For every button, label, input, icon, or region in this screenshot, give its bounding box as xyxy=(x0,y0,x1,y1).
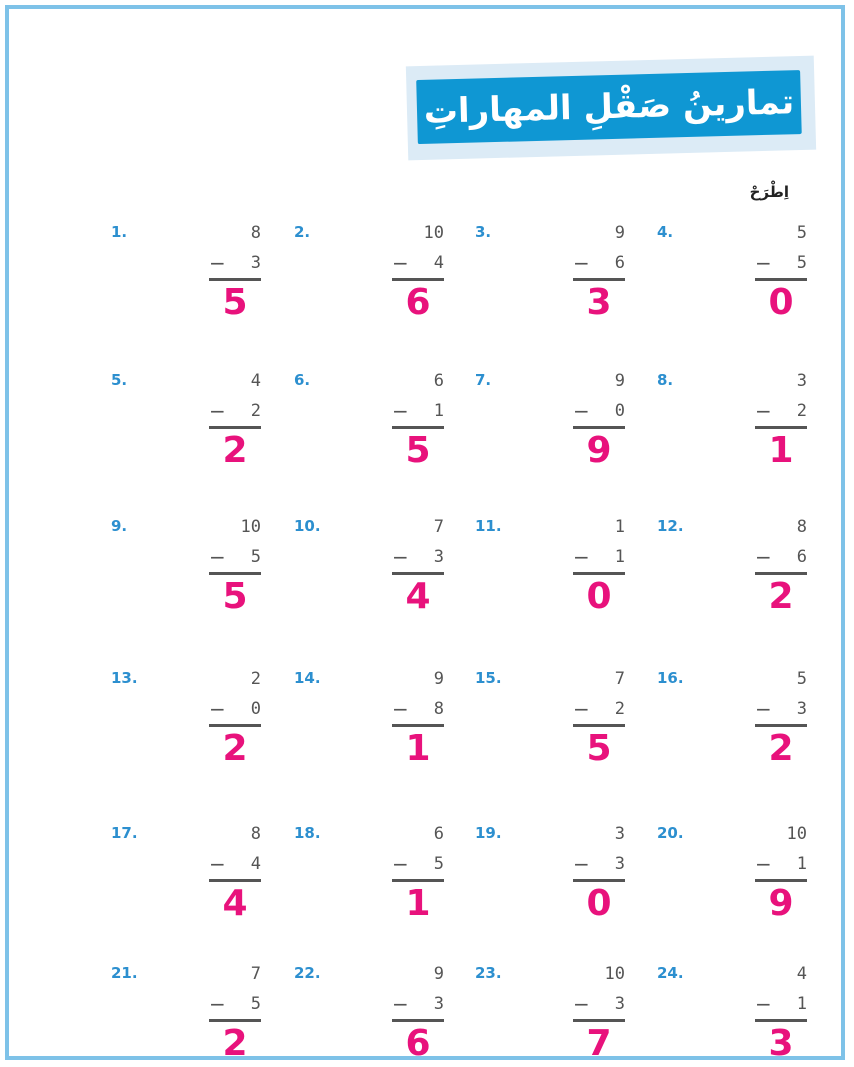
minuend: 9 xyxy=(614,371,625,391)
subtraction-problem xyxy=(475,824,625,944)
minus-sign: − xyxy=(392,251,409,275)
problem-number: 2. xyxy=(294,223,311,241)
minus-sign: − xyxy=(392,545,409,569)
answer: 5 xyxy=(586,728,612,769)
subtrahend: 6 xyxy=(796,547,807,567)
minuend: 8 xyxy=(250,223,261,243)
instruction-label: اِطْرَحْ xyxy=(749,183,789,201)
minuend: 4 xyxy=(250,371,261,391)
subtraction-problem xyxy=(111,964,261,1060)
subtrahend: 1 xyxy=(614,547,625,567)
subtrahend: 3 xyxy=(796,699,807,719)
minuend: 9 xyxy=(433,964,444,984)
subtrahend-row xyxy=(573,853,625,875)
subtrahend: 5 xyxy=(433,854,444,874)
subtrahend-row xyxy=(573,400,625,422)
subtrahend: 5 xyxy=(796,253,807,273)
subtrahend: 5 xyxy=(250,994,261,1014)
answer: 6 xyxy=(405,282,431,323)
minus-sign: − xyxy=(755,697,772,721)
subtraction-problem xyxy=(294,371,444,491)
minus-sign: − xyxy=(573,852,590,876)
subtrahend: 0 xyxy=(250,699,261,719)
minuend: 4 xyxy=(796,964,807,984)
side-credit xyxy=(39,829,49,1029)
problem-number: 20. xyxy=(657,824,684,842)
answer: 3 xyxy=(586,282,612,323)
problem-number: 10. xyxy=(294,517,321,535)
subtrahend: 3 xyxy=(614,994,625,1014)
subtrahend: 4 xyxy=(250,854,261,874)
problem-number: 24. xyxy=(657,964,684,982)
subtrahend-row xyxy=(392,252,444,274)
answer: 2 xyxy=(222,430,248,471)
problem-number: 8. xyxy=(657,371,674,389)
problem-number: 7. xyxy=(475,371,492,389)
answer: 2 xyxy=(768,576,794,617)
subtrahend: 3 xyxy=(433,547,444,567)
subtraction-problem xyxy=(111,517,261,637)
answer: 1 xyxy=(405,728,431,769)
subtraction-problem xyxy=(294,669,444,789)
subtrahend: 5 xyxy=(250,547,261,567)
subtraction-problem xyxy=(475,964,625,1060)
problem-number: 22. xyxy=(294,964,321,982)
subtraction-problem xyxy=(657,371,807,491)
problem-number: 9. xyxy=(111,517,128,535)
minus-sign: − xyxy=(209,852,226,876)
minus-sign: − xyxy=(209,545,226,569)
subtrahend: 3 xyxy=(250,253,261,273)
minus-sign: − xyxy=(392,399,409,423)
minuend: 3 xyxy=(796,371,807,391)
subtrahend: 1 xyxy=(796,994,807,1014)
problem-number: 19. xyxy=(475,824,502,842)
subtrahend-row xyxy=(755,993,807,1015)
worksheet-page xyxy=(5,5,845,1060)
subtraction-problem xyxy=(294,964,444,1060)
subtrahend: 2 xyxy=(796,401,807,421)
minuend: 8 xyxy=(796,517,807,537)
answer: 2 xyxy=(222,1023,248,1060)
minus-sign: − xyxy=(209,399,226,423)
subtrahend-row xyxy=(755,853,807,875)
problem-number: 12. xyxy=(657,517,684,535)
subtraction-problem xyxy=(111,824,261,944)
answer: 5 xyxy=(405,430,431,471)
subtrahend: 2 xyxy=(614,699,625,719)
problem-number: 16. xyxy=(657,669,684,687)
answer: 5 xyxy=(222,282,248,323)
problem-number: 6. xyxy=(294,371,311,389)
subtraction-problem xyxy=(475,517,625,637)
answer: 7 xyxy=(586,1023,612,1060)
subtrahend: 2 xyxy=(250,401,261,421)
subtraction-problem xyxy=(475,669,625,789)
subtrahend-row xyxy=(392,400,444,422)
subtrahend-row xyxy=(209,252,261,274)
problem-number: 5. xyxy=(111,371,128,389)
minus-sign: − xyxy=(573,545,590,569)
minus-sign: − xyxy=(755,545,772,569)
minuend: 9 xyxy=(614,223,625,243)
subtraction-problem xyxy=(111,223,261,343)
subtraction-problem xyxy=(475,371,625,491)
problem-number: 15. xyxy=(475,669,502,687)
answer: 5 xyxy=(222,576,248,617)
minuend: 2 xyxy=(250,669,261,689)
subtraction-problem xyxy=(111,669,261,789)
minus-sign: − xyxy=(573,697,590,721)
subtraction-problem xyxy=(294,223,444,343)
subtraction-problem xyxy=(657,824,807,944)
problem-number: 13. xyxy=(111,669,138,687)
problem-number: 23. xyxy=(475,964,502,982)
subtraction-problem xyxy=(294,517,444,637)
minuend: 1 xyxy=(614,517,625,537)
subtrahend: 6 xyxy=(614,253,625,273)
answer: 9 xyxy=(586,430,612,471)
minuend: 10 xyxy=(786,824,807,844)
subtraction-problem xyxy=(657,223,807,343)
minus-sign: − xyxy=(755,852,772,876)
subtrahend-row xyxy=(755,698,807,720)
answer: 2 xyxy=(222,728,248,769)
subtrahend-row xyxy=(392,546,444,568)
minuend: 6 xyxy=(433,824,444,844)
answer: 1 xyxy=(768,430,794,471)
minuend: 3 xyxy=(614,824,625,844)
minuend: 8 xyxy=(250,824,261,844)
answer: 3 xyxy=(768,1023,794,1060)
minus-sign: − xyxy=(573,399,590,423)
answer: 4 xyxy=(405,576,431,617)
problem-number: 18. xyxy=(294,824,321,842)
subtrahend: 0 xyxy=(614,401,625,421)
subtraction-problem xyxy=(657,669,807,789)
subtrahend: 1 xyxy=(796,854,807,874)
subtraction-problem xyxy=(294,824,444,944)
minus-sign: − xyxy=(392,852,409,876)
answer: 2 xyxy=(768,728,794,769)
problem-number: 11. xyxy=(475,517,502,535)
subtrahend-row xyxy=(573,546,625,568)
subtrahend-row xyxy=(209,698,261,720)
subtrahend-row xyxy=(392,698,444,720)
minus-sign: − xyxy=(209,251,226,275)
subtraction-problem xyxy=(111,371,261,491)
minus-sign: − xyxy=(392,697,409,721)
subtrahend: 4 xyxy=(433,253,444,273)
subtrahend-row xyxy=(392,993,444,1015)
subtrahend-row xyxy=(755,546,807,568)
subtrahend-row xyxy=(755,400,807,422)
subtrahend-row xyxy=(573,698,625,720)
subtraction-problem xyxy=(475,223,625,343)
page-title: تمارينُ صَقْلِ المهاراتِ xyxy=(423,82,795,132)
answer: 0 xyxy=(768,282,794,323)
subtrahend: 8 xyxy=(433,699,444,719)
minuend: 5 xyxy=(796,223,807,243)
minuend: 10 xyxy=(423,223,444,243)
minus-sign: − xyxy=(209,697,226,721)
subtrahend-row xyxy=(209,546,261,568)
minuend: 9 xyxy=(433,669,444,689)
minuend: 7 xyxy=(433,517,444,537)
answer: 1 xyxy=(405,883,431,924)
subtraction-problem xyxy=(657,964,807,1060)
problem-number: 21. xyxy=(111,964,138,982)
answer: 0 xyxy=(586,576,612,617)
minuend: 5 xyxy=(796,669,807,689)
title-banner xyxy=(406,56,816,161)
minuend: 10 xyxy=(604,964,625,984)
subtrahend: 1 xyxy=(433,401,444,421)
subtraction-problem xyxy=(657,517,807,637)
subtrahend-row xyxy=(573,252,625,274)
minuend: 6 xyxy=(433,371,444,391)
problem-number: 17. xyxy=(111,824,138,842)
title-box xyxy=(416,70,802,144)
subtrahend: 3 xyxy=(614,854,625,874)
minuend: 10 xyxy=(240,517,261,537)
answer: 0 xyxy=(586,883,612,924)
answer: 4 xyxy=(222,883,248,924)
minus-sign: − xyxy=(755,399,772,423)
minus-sign: − xyxy=(755,992,772,1016)
problem-number: 14. xyxy=(294,669,321,687)
minus-sign: − xyxy=(573,992,590,1016)
answer: 9 xyxy=(768,883,794,924)
minus-sign: − xyxy=(573,251,590,275)
problem-number: 4. xyxy=(657,223,674,241)
problem-number: 3. xyxy=(475,223,492,241)
subtrahend-row xyxy=(392,853,444,875)
subtrahend: 3 xyxy=(433,994,444,1014)
minus-sign: − xyxy=(392,992,409,1016)
subtrahend-row xyxy=(573,993,625,1015)
subtrahend-row xyxy=(209,993,261,1015)
subtrahend-row xyxy=(209,853,261,875)
minus-sign: − xyxy=(209,992,226,1016)
minuend: 7 xyxy=(614,669,625,689)
subtrahend-row xyxy=(209,400,261,422)
minus-sign: − xyxy=(755,251,772,275)
problem-number: 1. xyxy=(111,223,128,241)
subtrahend-row xyxy=(755,252,807,274)
minuend: 7 xyxy=(250,964,261,984)
answer: 6 xyxy=(405,1023,431,1060)
